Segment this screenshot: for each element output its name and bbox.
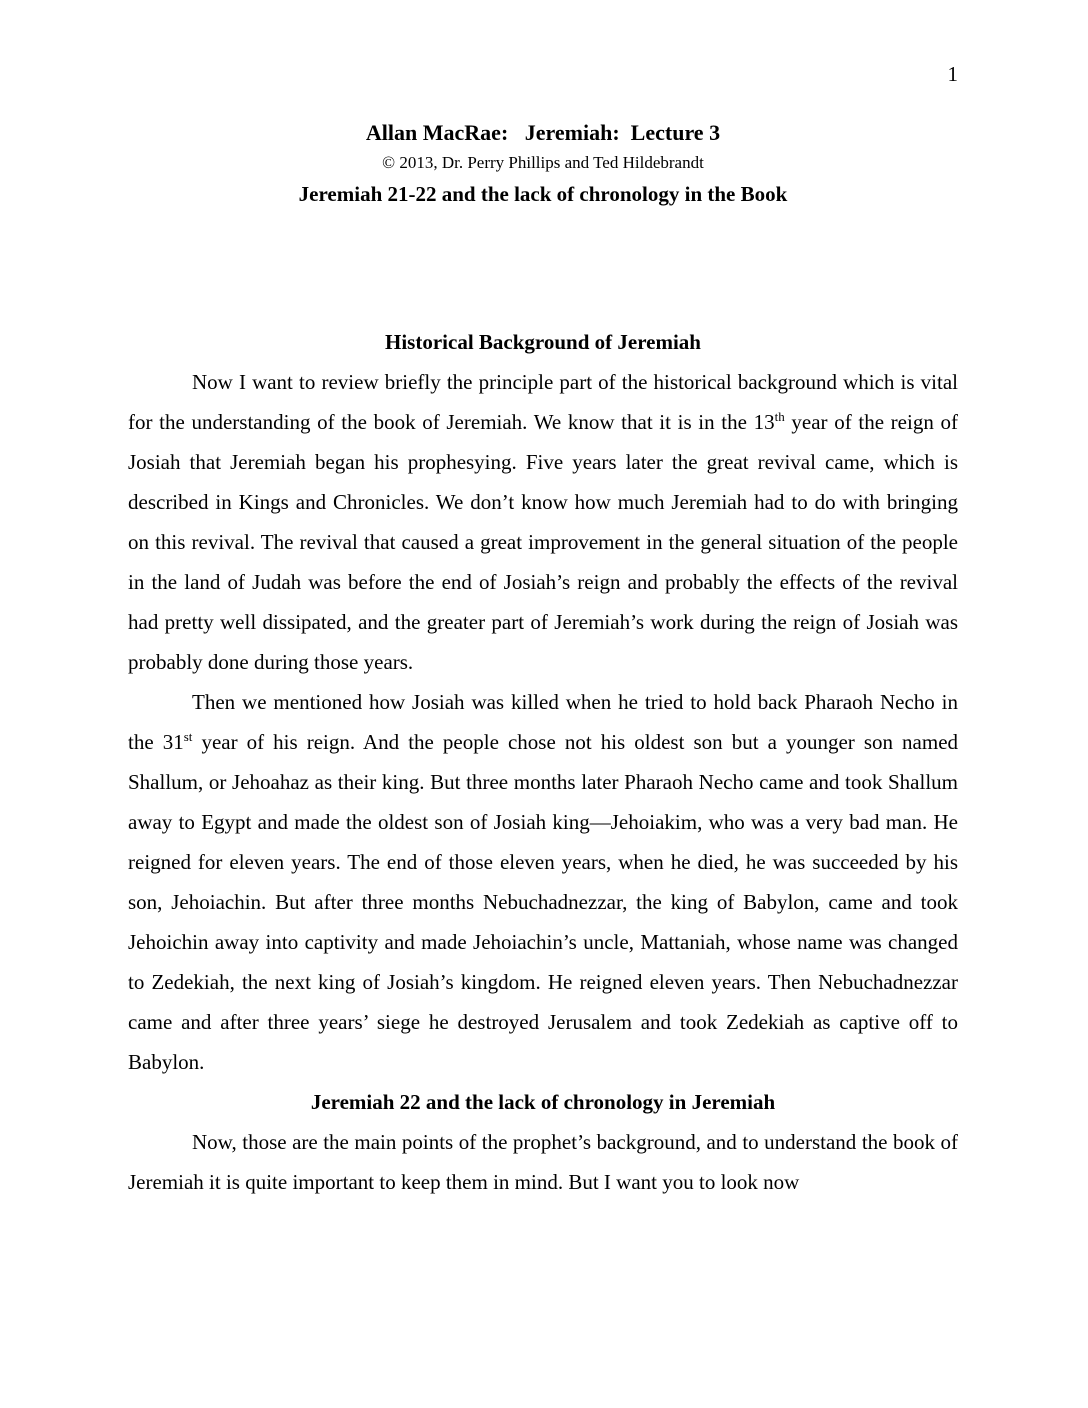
copyright-line: © 2013, Dr. Perry Phillips and Ted Hildebrandt [382,153,704,172]
ordinal-superscript: th [774,409,785,424]
header-spacer [128,210,958,322]
paragraph-text: year of his reign. And the people chose not his oldest son but a younger son named Shallum, or Jehoahaz as their king. But three months later Pharaoh Necho came and took Shallum away to Egypt and made the oldest son of Josiah king—Jehoiakim, who was a very bad man. He reigned for eleven years. The end of those eleven years, when he died, he was succeeded by his son, Jehoiachin. But after three months Nebuchadnezzar, the king of Babylon, came and took Jehoichin away into captivity and made Jehoiachin’s uncle, Mattaniah, whose name was changed to Zedekiah, the next king of Josiah’s kingdom. He reigned eleven years. Then Nebuchadnezzar came and after three years’ siege he destroyed Jerusalem and took Zedekiah as captive off to Babylon. [128,730,959,1074]
section-heading-jeremiah-22: Jeremiah 22 and the lack of chronology in Jeremiah [310,1090,776,1114]
document-title: Allan MacRae: Jeremiah: Lecture 3 [365,120,721,145]
page-number: 1 [947,62,958,86]
paragraph-jeremiah-22-1: Now, those are the main points of the prophet’s background, and to understand the book of Jeremiah it is quite important to keep them in mind. But I want you to look now [128,1130,958,1194]
paragraph-text: year of the reign of Josiah that Jeremiah began his prophesying. Five years later the great revival came, which is described in Kings and Chronicles. We don’t know how much Jeremiah had to do with bringing on this revival. The revival that caused a great improvement in the general situation of the people in the land of Judah was before the end of Josiah’s reign and probably the effects of the revival had pretty well dissipated, and the greater part of Jeremiah’s work during the reign of Josiah was probably done during those years. [128,410,958,674]
paragraph-historical-background-2 [128,682,958,1082]
paragraph-text: Then we mentioned how Josiah was killed when he tried to hold back Pharaoh Necho in the 31 [128,690,958,754]
document-subtitle: Jeremiah 21-22 and the lack of chronology in the Book [298,182,788,206]
section-heading-historical-background: Historical Background of Jeremiah [385,330,701,354]
paragraph-historical-background-1 [128,362,958,682]
paragraph-text: Now I want to review briefly the principle part of the historical background which is vital for the understanding of the book of Jeremiah. We know that it is in the 13 [128,370,958,434]
ordinal-superscript: st [183,729,193,744]
